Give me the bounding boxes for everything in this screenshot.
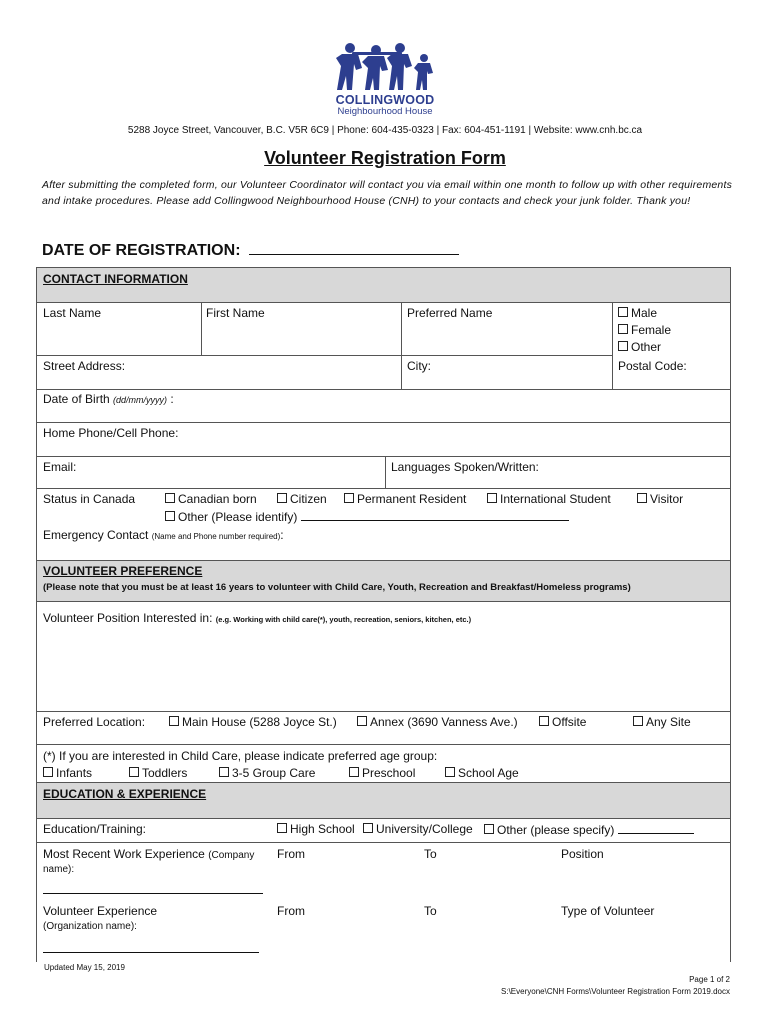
status-canadian-born[interactable]: Canadian born	[165, 492, 257, 506]
infants-checkbox[interactable]	[43, 767, 53, 777]
male-checkbox[interactable]	[618, 307, 628, 317]
childcare-prompt: (*) If you are interested in Child Care, please indicate preferred age group:	[43, 749, 438, 763]
date-of-registration	[42, 240, 459, 260]
vol-from-label: From	[277, 904, 305, 918]
toddlers-checkbox[interactable]	[129, 767, 139, 777]
age-requirement-note: (Please note that you must be at least 16 years to volunteer with Child Care, Youth, Recreation and Breakfast/Homeless programs)	[43, 582, 631, 593]
status-other-field[interactable]	[301, 509, 569, 521]
phone-label: Home Phone/Cell Phone:	[43, 426, 179, 440]
education-training-label: Education/Training:	[43, 822, 146, 836]
intro-text: After submitting the completed form, our Volunteer Coordinator will contact you via email within one month to follow up with other requirements and intake procedures. Please add Collingwood Neighbourhood House (CNH) to your contacts and check your junk folder. Thank you!	[42, 179, 733, 207]
university-checkbox[interactable]	[363, 823, 373, 833]
status-visitor[interactable]: Visitor	[637, 492, 683, 506]
city-label: City:	[407, 359, 431, 373]
date-label: DATE OF REGISTRATION	[42, 242, 236, 259]
street-address-label: Street Address:	[43, 359, 126, 373]
location-main-house[interactable]: Main House (5288 Joyce St.)	[169, 715, 337, 729]
age-infants[interactable]: Infants	[43, 766, 92, 780]
volunteer-section-title: VOLUNTEER PREFERENCE	[43, 564, 203, 578]
contact-section-title: CONTACT INFORMATION	[43, 272, 188, 286]
permanent-resident-checkbox[interactable]	[344, 493, 354, 503]
gender-other[interactable]: Other	[618, 340, 661, 354]
location-any-site[interactable]: Any Site	[633, 715, 691, 729]
dob-field: Date of Birth (dd/mm/yyyy) :	[43, 392, 174, 406]
gender-female[interactable]: Female	[618, 323, 671, 337]
file-path: S:\Everyone\CNH Forms\Volunteer Registration Form 2019.docx	[501, 987, 730, 996]
preferred-name-label: Preferred Name	[407, 306, 493, 320]
volunteer-experience-label: Volunteer Experience	[43, 904, 158, 918]
training-other-checkbox[interactable]	[484, 824, 494, 834]
updated-date: Updated May 15, 2019	[44, 963, 125, 972]
annex-checkbox[interactable]	[357, 716, 367, 726]
group-care-checkbox[interactable]	[219, 767, 229, 777]
work-to-label: To	[424, 847, 437, 861]
citizen-checkbox[interactable]	[277, 493, 287, 503]
international-student-checkbox[interactable]	[487, 493, 497, 503]
other-gender-checkbox[interactable]	[618, 341, 628, 351]
offsite-checkbox[interactable]	[539, 716, 549, 726]
work-company-note: name):	[43, 864, 75, 875]
postal-code-label: Postal Code:	[618, 359, 687, 373]
age-3-5-group-care[interactable]: 3-5 Group Care	[219, 766, 315, 780]
languages-label: Languages Spoken/Written:	[391, 460, 539, 474]
last-name-label: Last Name	[43, 306, 102, 320]
vol-to-label: To	[424, 904, 437, 918]
org-name: COLLINGWOOD	[335, 93, 435, 107]
emergency-contact: Emergency Contact (Name and Phone number required):	[43, 528, 284, 542]
training-other[interactable]: Other (please specify)	[484, 822, 694, 837]
status-other[interactable]: Other (Please identify)	[165, 509, 569, 524]
page-number: Page 1 of 2	[689, 975, 730, 984]
work-experience-label: Most Recent Work Experience (Company	[43, 847, 255, 861]
status-label: Status in Canada	[43, 492, 136, 506]
volunteer-org-note: (Organization name):	[43, 921, 137, 932]
status-citizen[interactable]: Citizen	[277, 492, 327, 506]
date-field[interactable]	[249, 240, 459, 255]
age-toddlers[interactable]: Toddlers	[129, 766, 187, 780]
age-preschool[interactable]: Preschool	[349, 766, 415, 780]
gender-male[interactable]: Male	[618, 306, 657, 320]
org-subtitle: Neighbourhood House	[337, 106, 433, 117]
status-permanent-resident[interactable]: Permanent Resident	[344, 492, 466, 506]
volunteer-org-field[interactable]	[43, 940, 259, 953]
education-section-title: EDUCATION & EXPERIENCE	[43, 787, 207, 801]
email-label: Email:	[43, 460, 77, 474]
address-line: 5288 Joyce Street, Vancouver, B.C. V5R 6C9 | Phone: 604-435-0323 | Fax: 604-451-1191 | Website: www.cnh.bc.ca	[127, 125, 643, 136]
training-high-school[interactable]: High School	[277, 822, 355, 836]
high-school-checkbox[interactable]	[277, 823, 287, 833]
first-name-label: First Name	[206, 306, 265, 320]
canadian-born-checkbox[interactable]	[165, 493, 175, 503]
form-box	[36, 267, 731, 962]
training-university[interactable]: University/College	[363, 822, 473, 836]
work-from-label: From	[277, 847, 305, 861]
date-colon: :	[235, 242, 241, 259]
preschool-checkbox[interactable]	[349, 767, 359, 777]
location-annex[interactable]: Annex (3690 Vanness Ave.)	[357, 715, 518, 729]
training-other-field[interactable]	[618, 822, 694, 834]
location-offsite[interactable]: Offsite	[539, 715, 586, 729]
any-site-checkbox[interactable]	[633, 716, 643, 726]
school-age-checkbox[interactable]	[445, 767, 455, 777]
form-title: Volunteer Registration Form	[264, 148, 506, 168]
status-other-checkbox[interactable]	[165, 511, 175, 521]
preferred-location-label: Preferred Location:	[43, 715, 146, 729]
position-interest: Volunteer Position Interested in: (e.g. Working with child care(*), youth, recreation, seniors, kitchen, etc.)	[43, 611, 472, 625]
visitor-checkbox[interactable]	[637, 493, 647, 503]
type-of-volunteer-label: Type of Volunteer	[561, 904, 655, 918]
female-checkbox[interactable]	[618, 324, 628, 334]
work-company-field[interactable]	[43, 880, 263, 894]
work-position-label: Position	[561, 847, 604, 861]
status-international-student[interactable]: International Student	[487, 492, 611, 506]
age-school-age[interactable]: School Age	[445, 766, 519, 780]
main-house-checkbox[interactable]	[169, 716, 179, 726]
